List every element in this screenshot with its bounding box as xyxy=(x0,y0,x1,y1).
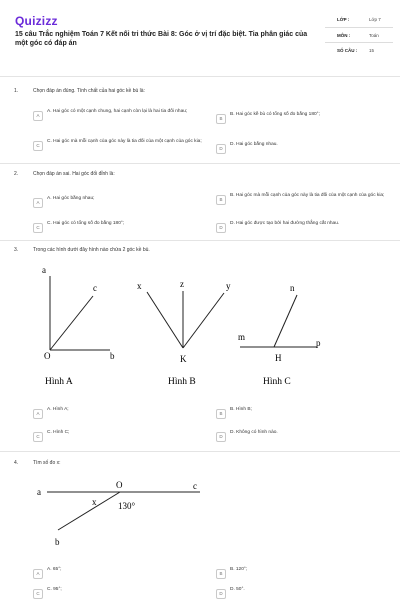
question-text: Tìm số đo x: xyxy=(33,460,61,466)
option-text: D. 50°. xyxy=(230,587,245,592)
label-x: x xyxy=(92,497,97,507)
caption-b: Hình B xyxy=(168,377,196,387)
option-text: C. 95°; xyxy=(47,587,62,592)
option-letter-box: C xyxy=(33,432,43,442)
label-o: O xyxy=(116,480,123,490)
meta-value: 15 xyxy=(369,48,375,53)
option-text: D. Hai góc được tạo bởi hai đường thẳng cắt nhau. xyxy=(230,221,340,226)
meta-row-subject xyxy=(325,28,393,43)
meta-row-class xyxy=(325,14,393,28)
quizizz-logo: Quizizz xyxy=(15,14,58,28)
label-p: p xyxy=(316,338,321,348)
option-text: A. 65°; xyxy=(47,567,62,572)
figure-c xyxy=(238,283,321,387)
meta-value: Toán xyxy=(369,33,379,38)
option-letter-box: C xyxy=(33,141,43,151)
ray-hn xyxy=(274,295,297,347)
label-y: y xyxy=(226,281,231,291)
label-n: n xyxy=(290,283,295,293)
q4-figure xyxy=(0,470,400,560)
page-title: 15 câu Trắc nghiệm Toán 7 Kết nối tri thức Bài 8: Góc ở vị trí đặc biệt. Tia phân giác của một góc có đáp án xyxy=(15,31,308,47)
label-c: c xyxy=(193,481,197,491)
option-letter-box: C xyxy=(33,589,43,599)
meta-value: Lớp 7 xyxy=(369,17,381,22)
option-letter-box: A xyxy=(33,111,43,121)
caption-a: Hình A xyxy=(45,377,73,387)
label-b: b xyxy=(55,537,60,547)
option-letter-box: B xyxy=(216,195,226,205)
label-o: O xyxy=(44,351,51,361)
label-x: x xyxy=(137,281,142,291)
option-text: C. Hai góc có tổng số đo bằng 180°; xyxy=(47,221,125,226)
label-b: b xyxy=(110,351,115,361)
option-text: A. Hai góc có một cạnh chung, hai cạnh còn lại là hai tia đối nhau; xyxy=(47,109,188,114)
option-letter-box: D xyxy=(216,223,226,233)
option-letter-box: A xyxy=(33,198,43,208)
question-number: 2. xyxy=(14,171,19,177)
label-h: H xyxy=(275,353,282,363)
option-letter-box: B xyxy=(216,409,226,419)
label-a: a xyxy=(42,265,46,275)
option-letter-box: D xyxy=(216,432,226,442)
option-letter-box: D xyxy=(216,589,226,599)
caption-c: Hình C xyxy=(263,377,291,387)
meta-key: MÔN : xyxy=(337,33,351,38)
question-number: 4. xyxy=(14,460,19,466)
figure-a xyxy=(42,265,115,387)
option-text: C. Hình C; xyxy=(47,430,70,435)
option-letter-box: B xyxy=(216,114,226,124)
ray-ky xyxy=(183,293,224,348)
option-letter-box: D xyxy=(216,144,226,154)
label-angle: 130° xyxy=(118,501,136,511)
option-text: B. Hai góc kề bù có tổng số đo bằng 180°; xyxy=(230,112,320,117)
label-m: m xyxy=(238,332,246,342)
option-letter-box: A xyxy=(33,569,43,579)
meta-row-count xyxy=(325,43,393,57)
option-text: A. Hình A; xyxy=(47,407,69,412)
option-text: D. Hai góc bằng nhau. xyxy=(230,142,278,147)
ray-kx xyxy=(147,292,183,348)
ray-ob xyxy=(58,492,120,530)
option-text: A. Hai góc bằng nhau; xyxy=(47,196,95,201)
option-text: B. Hai góc mà mỗi cạnh của góc này là tia đối của một cạnh của góc kia; xyxy=(230,193,385,198)
figure-b xyxy=(137,279,231,387)
option-letter-box: B xyxy=(216,569,226,579)
ray-oc xyxy=(50,296,93,350)
divider xyxy=(0,76,400,77)
meta-panel xyxy=(325,14,393,57)
meta-key: LỚP : xyxy=(337,17,350,22)
meta-key: SỐ CÂU : xyxy=(337,48,358,53)
divider xyxy=(0,451,400,452)
option-text: D. Không có hình nào. xyxy=(230,430,278,435)
label-z: z xyxy=(180,279,184,289)
label-c: c xyxy=(93,283,97,293)
label-a: a xyxy=(37,487,41,497)
label-k: K xyxy=(180,354,187,364)
question-text: Trong các hình dưới đây hình nào chứa 2 góc kề bù. xyxy=(33,247,150,253)
question-number: 1. xyxy=(14,88,19,94)
divider xyxy=(0,240,400,241)
option-text: C. Hai góc mà mỗi cạnh của góc này là tia đối của một cạnh của góc kia; xyxy=(47,139,202,144)
q3-figures xyxy=(0,258,400,394)
question-text: Chọn đáp án sai. Hai góc đối đỉnh là: xyxy=(33,171,115,177)
option-letter-box: A xyxy=(33,409,43,419)
question-text: Chọn đáp án đúng. Tính chất của hai góc kề bù là: xyxy=(33,88,145,94)
question-number: 3. xyxy=(14,247,19,253)
divider xyxy=(0,163,400,164)
option-letter-box: C xyxy=(33,223,43,233)
option-text: B. 120°; xyxy=(230,567,248,572)
option-text: B. Hình B; xyxy=(230,407,252,412)
